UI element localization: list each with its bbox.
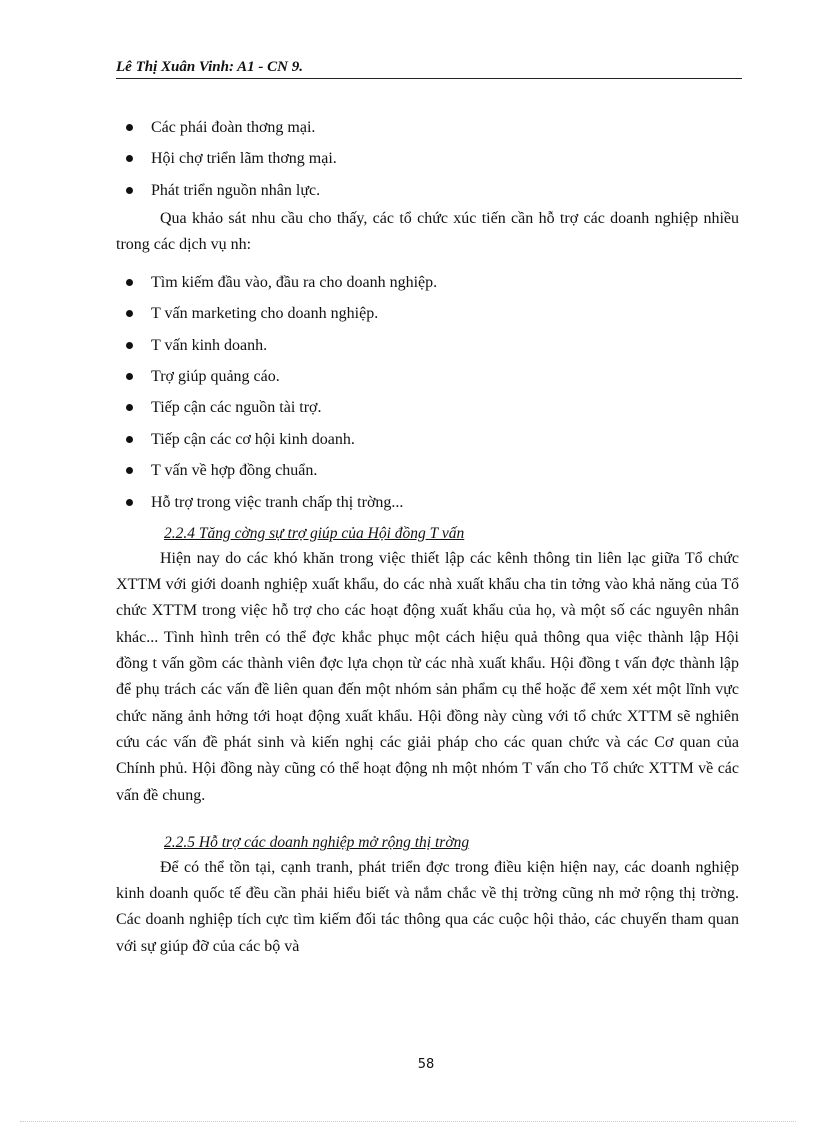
- bullet-icon: [126, 373, 133, 380]
- list-item: Tìm kiếm đầu vào, đầu ra cho doanh nghiệp.: [116, 267, 739, 298]
- page-number: 58: [417, 1057, 435, 1072]
- list-item: Trợ giúp quảng cáo.: [116, 361, 739, 392]
- list-item: T vấn kinh doanh.: [116, 330, 739, 361]
- bullet-icon: [126, 124, 133, 131]
- list-item: T vấn về hợp đồng chuẩn.: [116, 455, 739, 486]
- list-item: T vấn marketing cho doanh nghiệp.: [116, 298, 739, 329]
- section-body-2-2-4: Hiện nay do các khó khăn trong việc thiết lập các kênh thông tin liên lạc giữa Tổ chức XTTM với giới doanh nghiệp xuất khẩu, do các nhà xuất khẩu cha tin tởng vào khả năng của Tổ chức XTTM trong việc hỗ trợ cho các hoạt động xuất khẩu của họ, và một số các nguyên nhân khác... Tình hình trên có thể đợc khắc phục một cách hiệu quả thông qua việc thành lập Hội đồng t vấn gồm các thành viên đợc lựa chọn từ các nhà xuất khẩu. Hội đồng t vấn đợc thành lập để phụ trách các vấn đề liên quan đến một nhóm sản phẩm cụ thể hoặc để xem xét một lĩnh vực chức năng ảnh hởng tới hoạt động xuất khẩu. Hội đồng này cùng với tổ chức XTTM sẽ nghiên cứu các vấn đề phát sinh và kiến nghị các giải pháp cho các quan chức và các Cơ quan của Chính phủ. Hội đồng này cũng có thể hoạt động nh một nhóm T vấn cho Tổ chức XTTM về các vấn đề chung.: [116, 549, 739, 804]
- list-item: Phát triển nguồn nhân lực.: [116, 175, 739, 206]
- list-item: Hỗ trợ trong việc tranh chấp thị trờng...: [116, 487, 739, 518]
- bullet-icon: [126, 404, 133, 411]
- bullet-icon: [126, 187, 133, 194]
- section-heading-2-2-4: 2.2.4 Tăng cờng sự trợ giúp của Hội đồng T vấn: [164, 524, 465, 542]
- bullet-icon: [126, 342, 133, 349]
- section-heading-2-2-5: 2.2.5 Hỗ trợ các doanh nghiệp mở rộng thị trờng: [164, 833, 470, 851]
- bullet-icon: [126, 155, 133, 162]
- page-edge-divider: [20, 1121, 796, 1122]
- bullet-icon: [126, 310, 133, 317]
- bullet-list-services: [116, 267, 739, 518]
- page-header: Lê Thị Xuân Vinh: A1 - CN 9.: [116, 58, 742, 79]
- list-item: Hội chợ triển lãm thơng mại.: [116, 143, 739, 174]
- bullet-icon: [126, 467, 133, 474]
- list-item: Các phái đoàn thơng mại.: [116, 112, 739, 143]
- bullet-icon: [126, 499, 133, 506]
- list-item: Tiếp cận các cơ hội kinh doanh.: [116, 424, 739, 455]
- bullet-list-top: [116, 112, 739, 206]
- section-body-2-2-5: Để có thể tồn tại, cạnh tranh, phát triển đợc trong điều kiện hiện nay, các doanh nghiệp kinh doanh quốc tế đều cần phải hiểu biết và nắm chắc về thị trờng cũng nh mở rộng thị trờng. Các doanh nghiệp tích cực tìm kiếm đối tác thông qua các cuộc hội thảo, các chuyến tham quan với sự giúp đỡ của các bộ và: [116, 858, 739, 955]
- bullet-icon: [126, 279, 133, 286]
- list-item: Tiếp cận các nguồn tài trợ.: [116, 392, 739, 423]
- page-content: [116, 112, 739, 960]
- bullet-icon: [126, 436, 133, 443]
- survey-paragraph: Qua khảo sát nhu cầu cho thấy, các tổ chức xúc tiến cần hỗ trợ các doanh nghiệp nhiều trong các dịch vụ nh:: [116, 210, 739, 254]
